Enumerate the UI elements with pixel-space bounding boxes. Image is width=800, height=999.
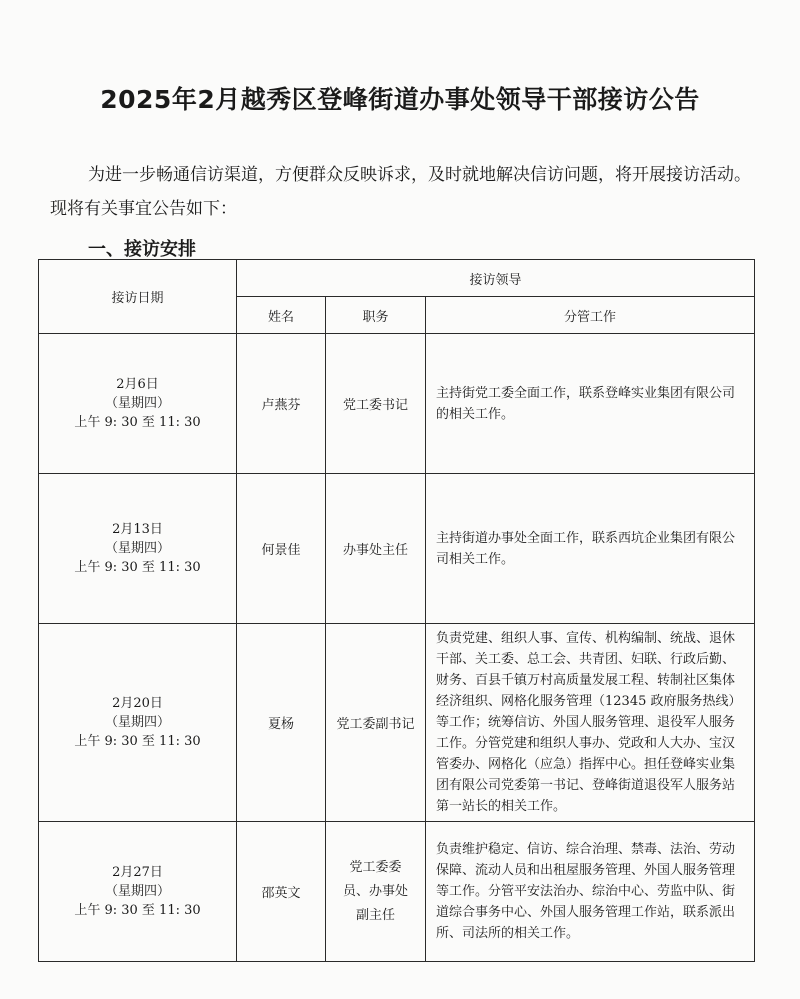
table-row	[39, 334, 755, 474]
document-title: 2025年2月越秀区登峰街道办事处领导干部接访公告	[100, 85, 700, 114]
date-time: 上午 9: 30 至 11: 30	[74, 903, 201, 918]
leader-position: 党工委副书记	[326, 624, 426, 822]
intro-paragraph: 为进一步畅通信访渠道，方便群众反映诉求，及时就地解决信访问题，将开展接访活动。现将有关事宜公告如下：	[50, 165, 751, 219]
date-time: 上午 9: 30 至 11: 30	[74, 560, 201, 575]
header-name: 姓名	[237, 297, 326, 334]
leader-work: 负责党建、组织人事、宣传、机构编制、统战、退休干部、关工委、总工会、共青团、妇联、行政后勤、财务、百县千镇万村高质量发展工程、转制社区集体经济组织、网格化服务管理（12345 政府服务热线）等工作；统筹信访、外国人服务管理、退役军人服务工作。分管党建和组织人事办、党政和人大办、宝汉管委办、网格化（应急）指挥中心。担任登峰实业集团有限公司党委第一书记、登峰街道退役军人服务站第一站长的相关工作。	[426, 624, 755, 822]
table-row	[39, 624, 755, 822]
date-time: 上午 9: 30 至 11: 30	[74, 415, 201, 430]
table-row	[39, 822, 755, 962]
date-time: 上午 9: 30 至 11: 30	[74, 734, 201, 749]
leader-work: 负责维护稳定、信访、综合治理、禁毒、法治、劳动保障、流动人员和出租屋服务管理、外国人服务管理等工作。分管平安法治办、综治中心、劳监中队、街道综合事务中心、外国人服务管理工作站，联系派出所、司法所的相关工作。	[426, 822, 755, 962]
section-heading: 一、接访安排	[88, 239, 196, 260]
leader-name: 何景佳	[237, 474, 326, 624]
leader-position: 办事处主任	[326, 474, 426, 624]
header-leader-group: 接访领导	[237, 260, 755, 297]
date-weekday: （星期四）	[104, 884, 170, 899]
leader-position: 党工委委员、办事处副主任	[326, 822, 426, 962]
date-weekday: （星期四）	[104, 396, 170, 411]
date-day: 2月13日	[112, 522, 163, 537]
leader-position: 党工委书记	[326, 334, 426, 474]
leader-name: 夏杨	[237, 624, 326, 822]
date-weekday: （星期四）	[104, 541, 170, 556]
date-cell	[39, 334, 237, 474]
table-row	[39, 474, 755, 624]
leader-work: 主持街党工委全面工作，联系登峰实业集团有限公司的相关工作。	[426, 334, 755, 474]
leader-name: 卢燕芬	[237, 334, 326, 474]
date-day: 2月6日	[116, 377, 159, 392]
leader-name: 邵英文	[237, 822, 326, 962]
schedule-table	[38, 259, 755, 962]
leader-work: 主持街道办事处全面工作，联系西坑企业集团有限公司相关工作。	[426, 474, 755, 624]
header-date: 接访日期	[39, 260, 237, 334]
header-work: 分管工作	[426, 297, 755, 334]
date-cell	[39, 474, 237, 624]
date-cell	[39, 822, 237, 962]
date-day: 2月20日	[112, 696, 163, 711]
date-weekday: （星期四）	[104, 715, 170, 730]
date-cell	[39, 624, 237, 822]
header-position: 职务	[326, 297, 426, 334]
date-day: 2月27日	[112, 865, 163, 880]
